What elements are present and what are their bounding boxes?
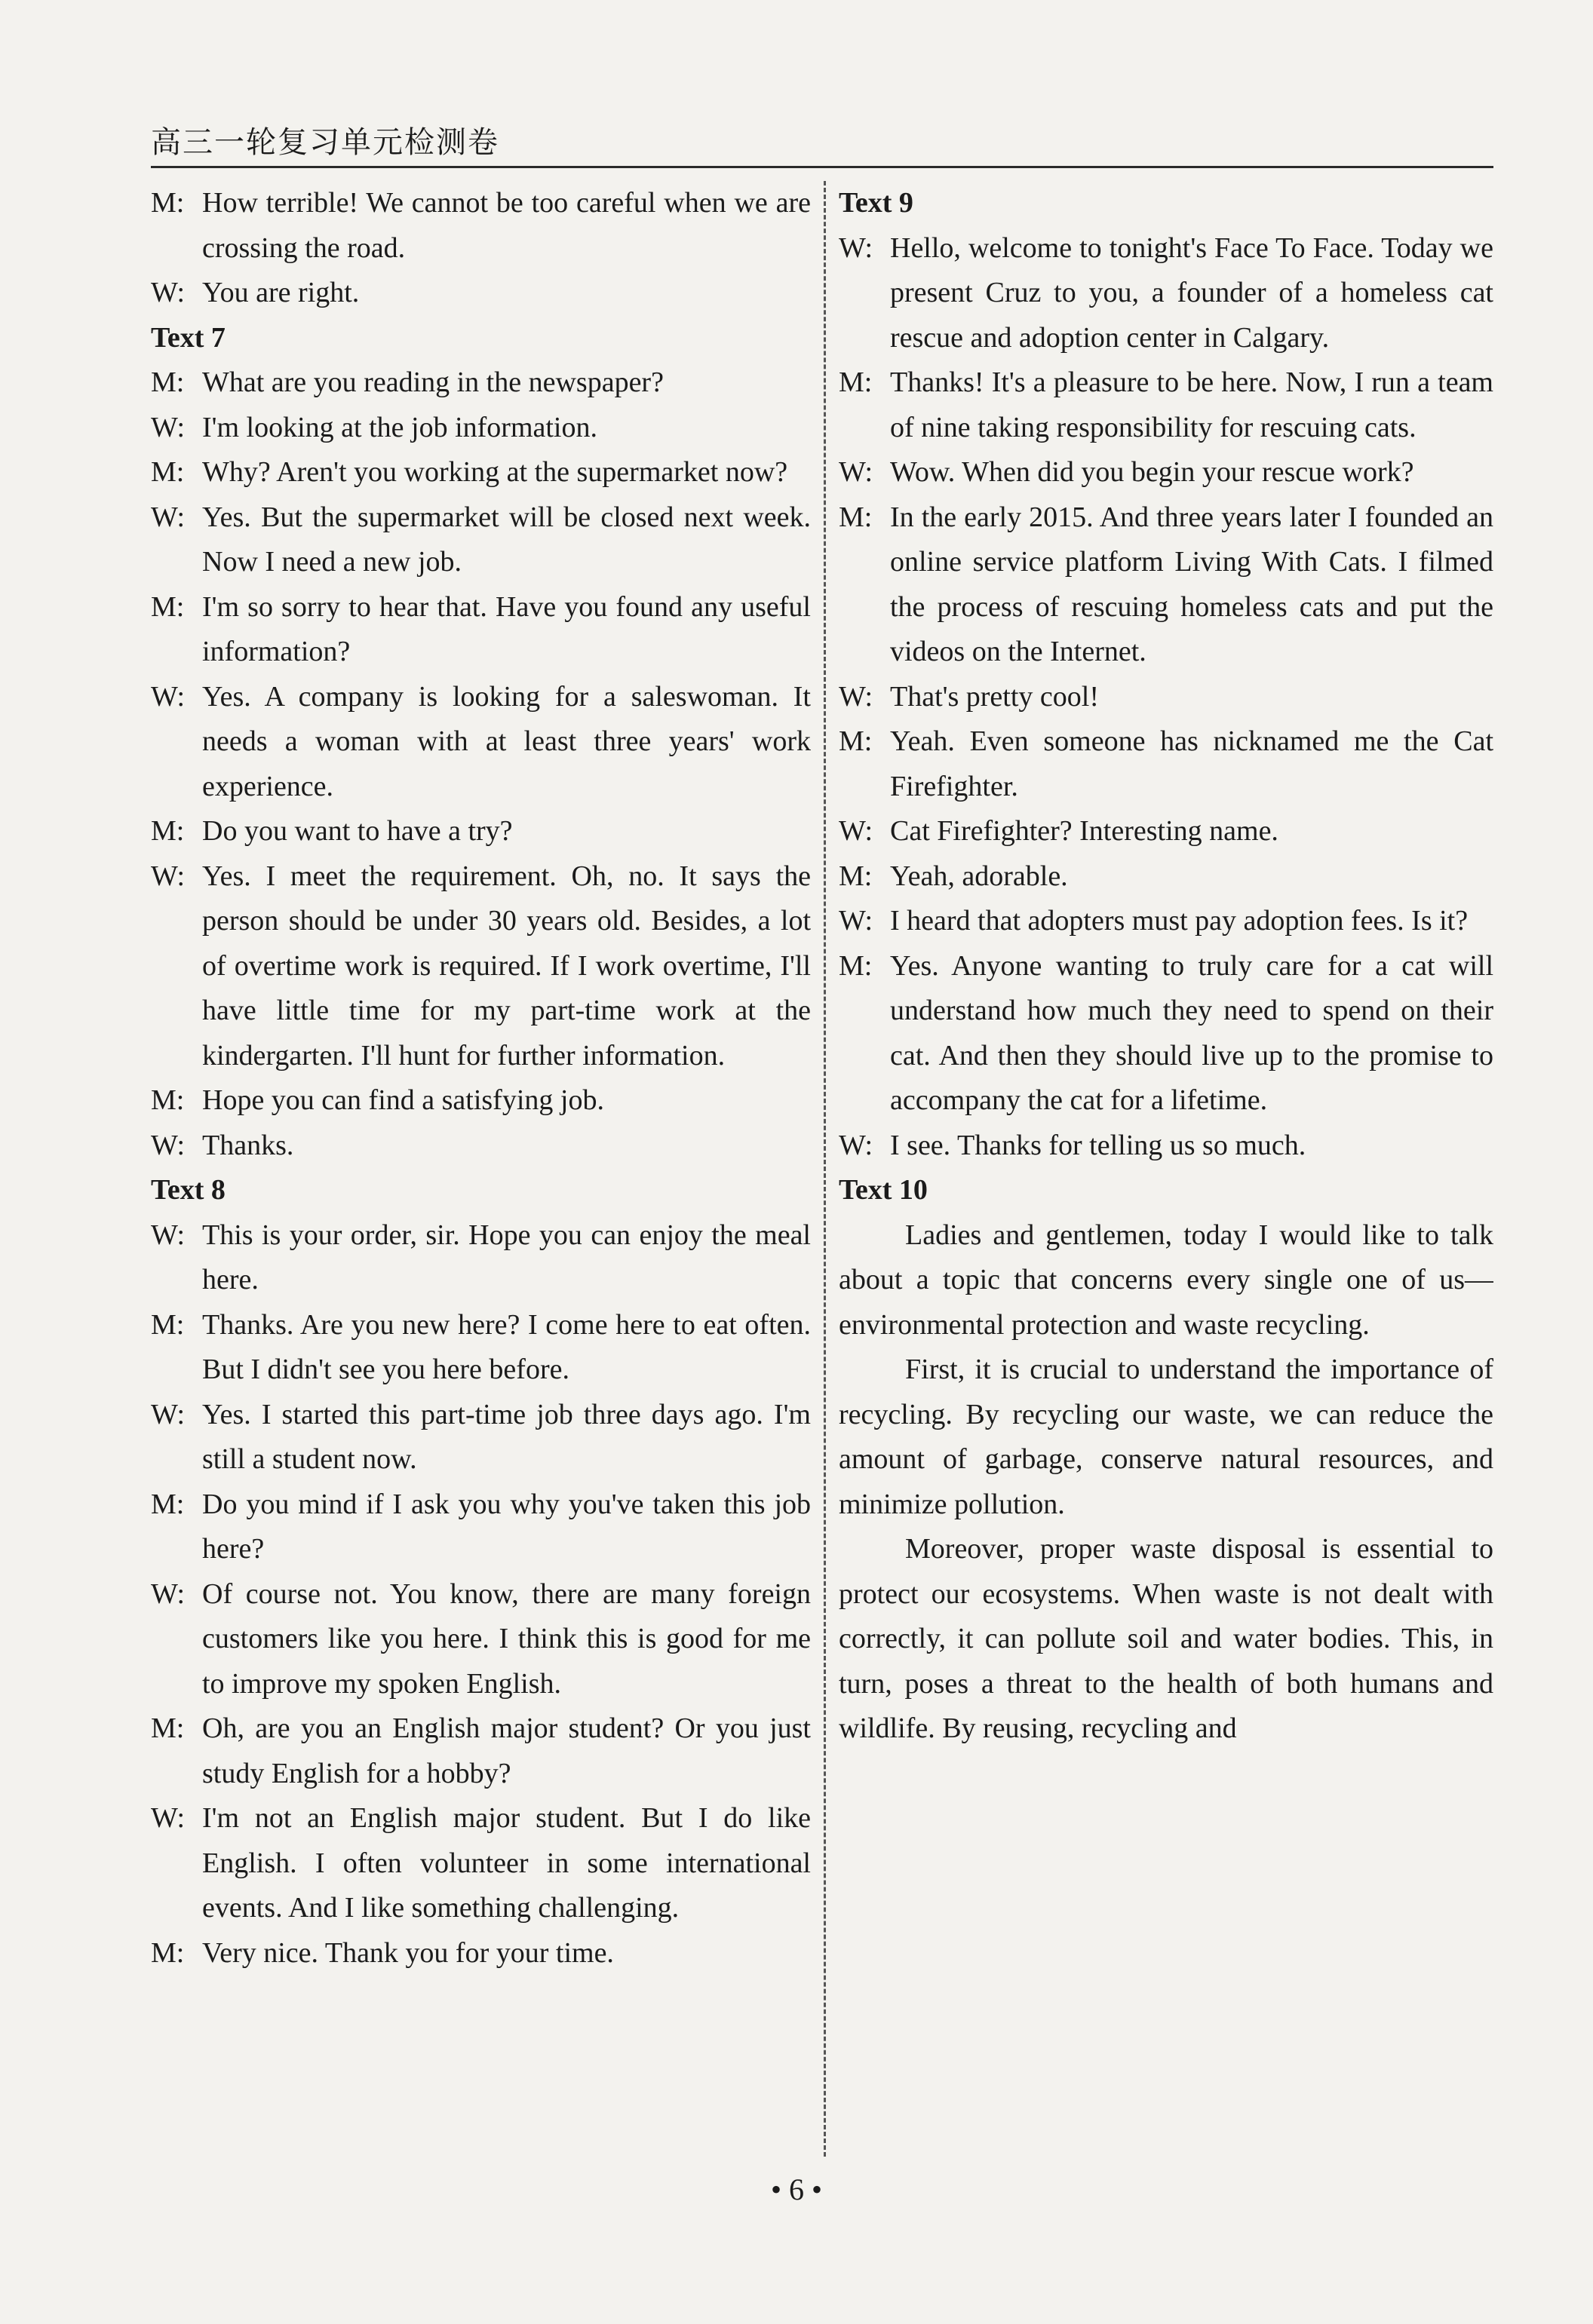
dialogue-line bbox=[151, 675, 811, 810]
dialogue-line bbox=[839, 944, 1493, 1124]
dialogue-text: Of course not. You know, there are many foreign customers like you here. I think this is good for me to improve my spoken English. bbox=[202, 1577, 811, 1700]
speaker-label: W: bbox=[151, 501, 186, 533]
dialogue-line bbox=[151, 1393, 811, 1482]
dialogue-text: Yeah, adorable. bbox=[890, 860, 1068, 892]
speaker-label: W: bbox=[839, 905, 873, 937]
section-heading: Text 9 bbox=[839, 187, 913, 219]
dialogue-text: This is your order, sir. Hope you can enjoy the meal here. bbox=[202, 1219, 811, 1295]
dialogue-text: Yes. Anyone wanting to truly care for a cat will understand how much they need to spend on their cat. And then they should live up to the promise to accompany the cat for a lifetime. bbox=[890, 949, 1493, 1116]
speaker-label: W: bbox=[151, 1577, 186, 1610]
speaker-label: M: bbox=[839, 860, 873, 892]
speaker-label: W: bbox=[839, 1129, 873, 1161]
section-heading: Text 10 bbox=[839, 1174, 928, 1206]
dialogue-line bbox=[151, 1124, 811, 1169]
dialogue-line bbox=[151, 181, 811, 271]
dialogue-text: Hello, welcome to tonight's Face To Face. Today we present Cruz to you, a founder of a homeless cat rescue and adoption center in Calgary. bbox=[890, 231, 1493, 354]
speaker-label: W: bbox=[151, 1802, 186, 1834]
dialogue-line bbox=[151, 585, 811, 675]
speaker-label: M: bbox=[151, 456, 185, 488]
right-column bbox=[839, 181, 1493, 2164]
dialogue-text: Cat Firefighter? Interesting name. bbox=[890, 815, 1278, 847]
dialogue-line bbox=[151, 1078, 811, 1124]
dialogue-line bbox=[151, 1706, 811, 1796]
dialogue-text: How terrible! We cannot be too careful when we are crossing the road. bbox=[202, 187, 811, 264]
dialogue-line bbox=[839, 899, 1493, 944]
section-heading: Text 8 bbox=[151, 1174, 226, 1206]
dialogue-text: Thanks. Are you new here? I come here to eat often. But I didn't see you here before. bbox=[202, 1308, 811, 1385]
dialogue-line bbox=[839, 495, 1493, 675]
dialogue-text: Oh, are you an English major student? Or you just study English for a hobby? bbox=[202, 1712, 811, 1789]
speaker-label: W: bbox=[839, 815, 873, 847]
speaker-label: M: bbox=[151, 1308, 185, 1341]
header-title: 高三一轮复习单元检测卷 bbox=[151, 125, 499, 160]
dialogue-line bbox=[151, 1572, 811, 1707]
left-column bbox=[151, 181, 811, 2164]
dialogue-text: I'm looking at the job information. bbox=[202, 411, 597, 443]
dialogue-text: Hope you can find a satisfying job. bbox=[202, 1084, 604, 1116]
speaker-label: M: bbox=[839, 725, 873, 757]
speaker-label: W: bbox=[151, 1129, 186, 1161]
speaker-label: M: bbox=[151, 366, 185, 398]
dialogue-text: Very nice. Thank you for your time. bbox=[202, 1936, 614, 1969]
dialogue-text: That's pretty cool! bbox=[890, 680, 1099, 713]
dialogue-line bbox=[151, 1303, 811, 1393]
dialogue-line bbox=[151, 495, 811, 585]
speaker-label: W: bbox=[839, 231, 873, 264]
dialogue-text: I see. Thanks for telling us so much. bbox=[890, 1129, 1306, 1161]
speaker-label: W: bbox=[151, 680, 186, 713]
dialogue-text: Yes. I started this part-time job three days ago. I'm still a student now. bbox=[202, 1398, 811, 1475]
dialogue-line bbox=[151, 854, 811, 1079]
dialogue-line bbox=[839, 226, 1493, 361]
speaker-label: M: bbox=[151, 590, 185, 623]
dialogue-text: Thanks! It's a pleasure to be here. Now, I run a team of nine taking responsibility for rescuing cats. bbox=[890, 366, 1493, 443]
dialogue-line bbox=[839, 1124, 1493, 1169]
page-header bbox=[151, 121, 1493, 168]
dialogue-line bbox=[151, 1931, 811, 1976]
dialogue-line bbox=[151, 809, 811, 854]
dialogue-text: Do you mind if I ask you why you've taken this job here? bbox=[202, 1488, 811, 1565]
paragraph: First, it is crucial to understand the importance of recycling. By recycling our waste, we can reduce the amount of garbage, conserve natural resources, and minimize pollution. bbox=[839, 1354, 1493, 1520]
dialogue-text: Yes. A company is looking for a saleswoman. It needs a woman with at least three years' work experience. bbox=[202, 680, 811, 802]
dialogue-line bbox=[839, 809, 1493, 854]
dialogue-text: You are right. bbox=[202, 277, 360, 308]
dialogue-line bbox=[839, 675, 1493, 720]
speaker-label: W: bbox=[839, 456, 873, 488]
dialogue-text: Yeah. Even someone has nicknamed me the Cat Firefighter. bbox=[890, 725, 1493, 802]
speaker-label: M: bbox=[151, 1712, 185, 1744]
dialogue-text: Thanks. bbox=[202, 1129, 294, 1161]
dialogue-text: Do you want to have a try? bbox=[202, 815, 513, 847]
speaker-label: W: bbox=[151, 411, 186, 443]
dialogue-text: Why? Aren't you working at the supermarket now? bbox=[202, 456, 788, 488]
page-number: • 6 • bbox=[770, 2172, 822, 2206]
dialogue-text: Wow. When did you begin your rescue work? bbox=[890, 456, 1414, 488]
speaker-label: W: bbox=[151, 277, 186, 308]
dialogue-text: I heard that adopters must pay adoption fees. Is it? bbox=[890, 905, 1469, 937]
dialogue-line bbox=[839, 854, 1493, 900]
speaker-label: M: bbox=[151, 1488, 185, 1520]
dialogue-line bbox=[151, 271, 811, 316]
speaker-label: W: bbox=[151, 1398, 186, 1430]
speaker-label: M: bbox=[151, 1936, 185, 1969]
dialogue-text: What are you reading in the newspaper? bbox=[202, 366, 664, 398]
speaker-label: M: bbox=[151, 187, 185, 219]
dialogue-text: In the early 2015. And three years later I founded an online service platform Living With Cats. I filmed the process of rescuing homeless cats and put the videos on the Internet. bbox=[890, 501, 1493, 667]
dialogue-line bbox=[151, 1213, 811, 1303]
column-divider bbox=[824, 181, 826, 2157]
dialogue-text: I'm so sorry to hear that. Have you found any useful information? bbox=[202, 590, 811, 667]
speaker-label: M: bbox=[151, 815, 185, 847]
speaker-label: M: bbox=[839, 949, 873, 982]
dialogue-line bbox=[151, 1482, 811, 1572]
dialogue-text: I'm not an English major student. But I do like English. I often volunteer in some international events. And I like something challenging. bbox=[202, 1802, 811, 1924]
speaker-label: W: bbox=[839, 680, 873, 713]
dialogue-text: Yes. But the supermarket will be closed next week. Now I need a new job. bbox=[202, 501, 811, 578]
paragraph: Ladies and gentlemen, today I would like to talk about a topic that concerns every single one of us—environmental protection and waste recycling. bbox=[839, 1219, 1493, 1341]
dialogue-text: Yes. I meet the requirement. Oh, no. It says the person should be under 30 years old. Besides, a lot of overtime work is required. If I work overtime, I'll have little time for my part-time work at the kindergarten. I'll hunt for further information. bbox=[202, 860, 811, 1072]
section-heading: Text 7 bbox=[151, 321, 226, 354]
dialogue-line bbox=[151, 360, 811, 406]
dialogue-line bbox=[839, 450, 1493, 495]
dialogue-line bbox=[151, 450, 811, 495]
speaker-label: M: bbox=[839, 366, 873, 398]
dialogue-line bbox=[151, 1796, 811, 1931]
speaker-label: W: bbox=[151, 1219, 186, 1251]
paragraph: Moreover, proper waste disposal is essential to protect our ecosystems. When waste is not dealt with correctly, it can pollute soil and water bodies. This, in turn, poses a threat to the health of both humans and wildlife. By reusing, recycling and bbox=[839, 1533, 1493, 1744]
dialogue-line bbox=[839, 360, 1493, 450]
dialogue-line bbox=[839, 719, 1493, 809]
speaker-label: M: bbox=[151, 1084, 185, 1116]
speaker-label: M: bbox=[839, 501, 873, 533]
dialogue-line bbox=[151, 406, 811, 451]
speaker-label: W: bbox=[151, 860, 186, 892]
